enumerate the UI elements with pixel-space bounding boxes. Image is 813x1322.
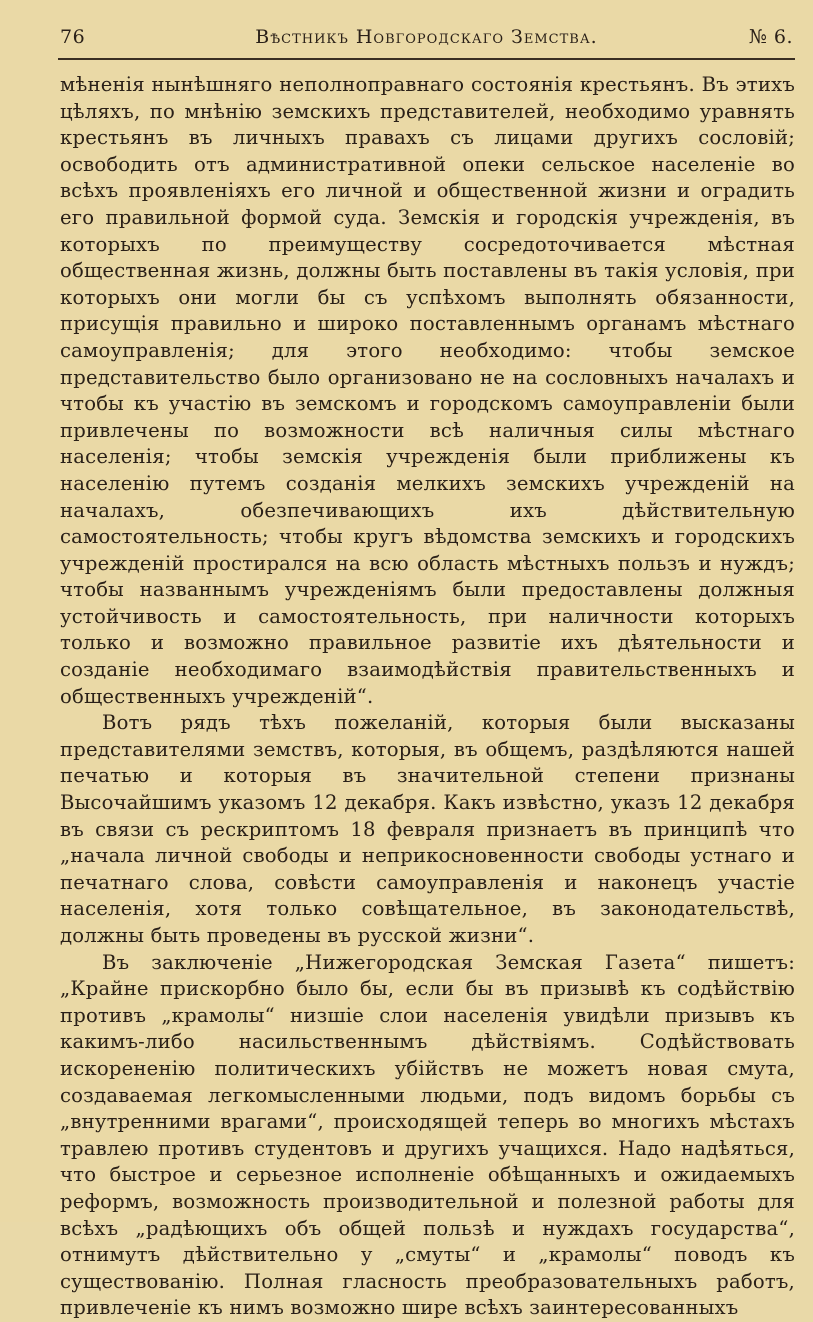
paragraph-2: Вотъ рядъ тѣхъ пожеланій, которыя были высказаны представителями земствъ, которыя, въ общемъ, раздѣляются нашей печатью и которыя въ значительной степени признаны Высочайшимъ указомъ 12 декабря. Какъ извѣстно, указъ 12 декабря въ связи съ рескриптомъ 18 февраля признаетъ въ принципѣ что „начала личной свободы и неприкосновенности свободы устнаго и печатнаго слова, совѣсти самоуправленія и наконецъ участіе населенія, хотя только совѣщательное, въ законодательствѣ, должны быть проведены въ русской жизни“.	[60, 711, 795, 947]
page-header	[60, 26, 793, 56]
header-divider	[58, 58, 795, 60]
journal-title: Вѣстникъ Новгородскаго Земства.	[255, 26, 598, 48]
issue-number: № 6.	[748, 26, 793, 48]
page-number: 76	[60, 26, 86, 48]
article-body	[60, 72, 795, 1322]
paragraph-1: мѣненія нынѣшняго неполноправнаго состоянія крестьянъ. Въ этихъ цѣляхъ, по мнѣнію земскихъ представителей, необходимо уравнять крестьянъ въ личныхъ правахъ съ лицами другихъ сословій; освободить отъ административной опеки сельское населеніе во всѣхъ проявленіяхъ его личной и общественной жизни и оградить его правильной формой суда. Земскія и городскія учрежденія, въ которыхъ по преимуществу сосредоточивается мѣстная общественная жизнь, должны быть поставлены въ такія условія, при которыхъ они могли бы съ успѣхомъ выполнять обязанности, присущія правильно и широко поставленнымъ органамъ мѣстнаго самоуправленія; для этого необходимо: чтобы земское представительство было организовано не на сословныхъ началахъ и чтобы къ участію въ земскомъ и городскомъ самоуправленіи были привлечены по возможности всѣ наличныя силы мѣстнаго населенія; чтобы земскія учрежденія были приближены къ населенію путемъ созданія мелкихъ земскихъ учрежденій на началахъ, обезпечивающихъ ихъ дѣйствительную самостоятельность; чтобы кругъ вѣдомства земскихъ и городскихъ учрежденій простирался на всю область мѣстныхъ пользъ и нуждъ; чтобы названнымъ учрежденіямъ были предоставлены должныя устойчивость и самостоятельность, при наличности которыхъ только и возможно правильное развитіе ихъ дѣятельности и созданіе необходимаго взаимодѣйствія правительственныхъ и общественныхъ учрежденій“.	[60, 73, 795, 708]
paragraph-3: Въ заключеніе „Нижегородская Земская Газета“ пишетъ: „Крайне прискорбно было бы, если бы въ призывѣ къ содѣйствію противъ „крамолы“ низшіе слои населенія увидѣли призывъ къ какимъ-либо насильственнымъ дѣйствіямъ. Содѣйствовать искорененію политическихъ убійствъ не можетъ новая смута, создаваемая легкомысленными людьми, подъ видомъ борьбы съ „внутренними врагами“, происходящей теперь во многихъ мѣстахъ травлею противъ студентовъ и другихъ учащихся. Надо надѣяться, что быстрое и серьезное исполненіе обѣщанныхъ и ожидаемыхъ реформъ, возможность производительной и полезной работы для всѣхъ „радѣющихъ объ общей пользѣ и нуждахъ государства“, отнимутъ дѣйствительно у „смуты“ и „крамолы“ поводъ къ существованію. Полная гласность преобразовательныхъ работъ, привлеченіе къ нимъ возможно шире всѣхъ заинтересованныхъ	[60, 950, 795, 1320]
